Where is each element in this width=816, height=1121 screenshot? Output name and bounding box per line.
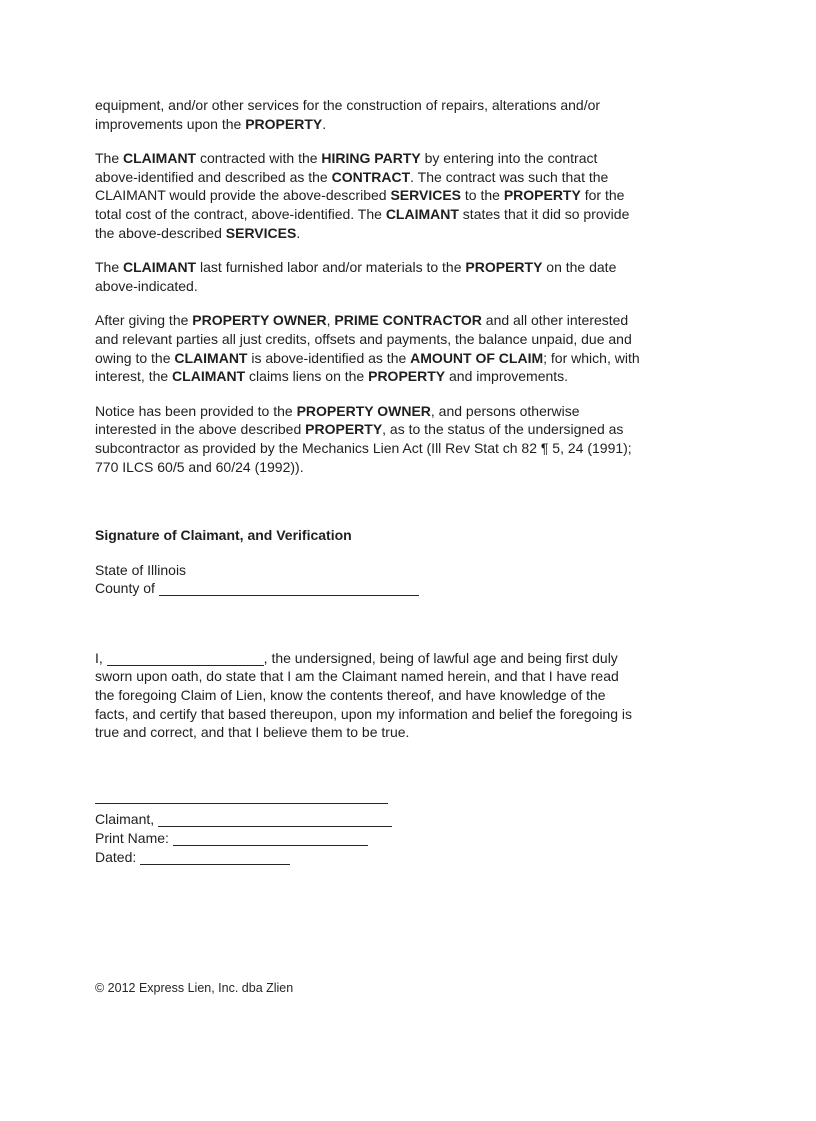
signature-line [95,792,388,804]
footer-copyright: © 2012 Express Lien, Inc. dba Zlien [95,980,294,995]
claimant-line: Claimant, [95,810,795,829]
print-name-blank-line [173,843,368,846]
claimant-signature-blank-line [158,824,392,827]
paragraph-contract: The CLAIMANT contracted with the HIRING PARTY by entering into the contract above-identified and described as the CONTRACT. The contract was such that the CLAIMANT would provide the above-described SERVICES to the PROPERTY for the total cost of the contract, above-identified. The CLAIMANT states that it did so provide the above-described SERVICES. [95,150,630,241]
verification-paragraph: I, , the undersigned, being of lawful age and being first duly sworn upon oath, do state that I am the Claimant named herein, and that I have read the foregoing Claim of Lien, know the contents thereof, and have knowledge of the facts, and certify that based thereupon, upon my information and belief the foregoing is true and correct, and that I believe them to be true. [95,649,632,741]
document-content [95,96,795,996]
county-blank-line [159,593,419,596]
paragraph-services-continuation: equipment, and/or other services for the construction of repairs, alterations and/or improvements upon the PROPERTY. [95,97,601,132]
dated-line: Dated: [95,848,795,867]
signature-block [95,792,795,868]
paragraph-amount-of-claim: After giving the PROPERTY OWNER, PRIME CONTRACTOR and all other interested and relevant parties all just credits, offsets and payments, the balance unpaid, due and owing to the CLAIMANT is above-identified as the AMOUNT OF CLAIM; for which, with interest, the CLAIMANT claims liens on the PROPERTY and improvements. [95,312,640,385]
state-county-block: State of Illinois County of [95,561,795,598]
paragraph-notice: Notice has been provided to the PROPERTY OWNER, and persons otherwise interested in the above described PROPERTY, as to the status of the undersigned as subcontractor as provided by the Mechanics Lien Act (Ill Rev Stat ch 82 ¶ 5, 24 (1991); 770 ILCS 60/5 and 60/24 (1992)). [95,402,632,475]
claimant-name-blank-line [107,663,264,666]
signature-section-heading: Signature of Claimant, and Verification [95,527,352,544]
print-name-line: Print Name: [95,829,795,848]
paragraph-last-furnished: The CLAIMANT last furnished labor and/or materials to the PROPERTY on the date above-indicated. [95,259,617,294]
dated-blank-line [140,862,290,865]
